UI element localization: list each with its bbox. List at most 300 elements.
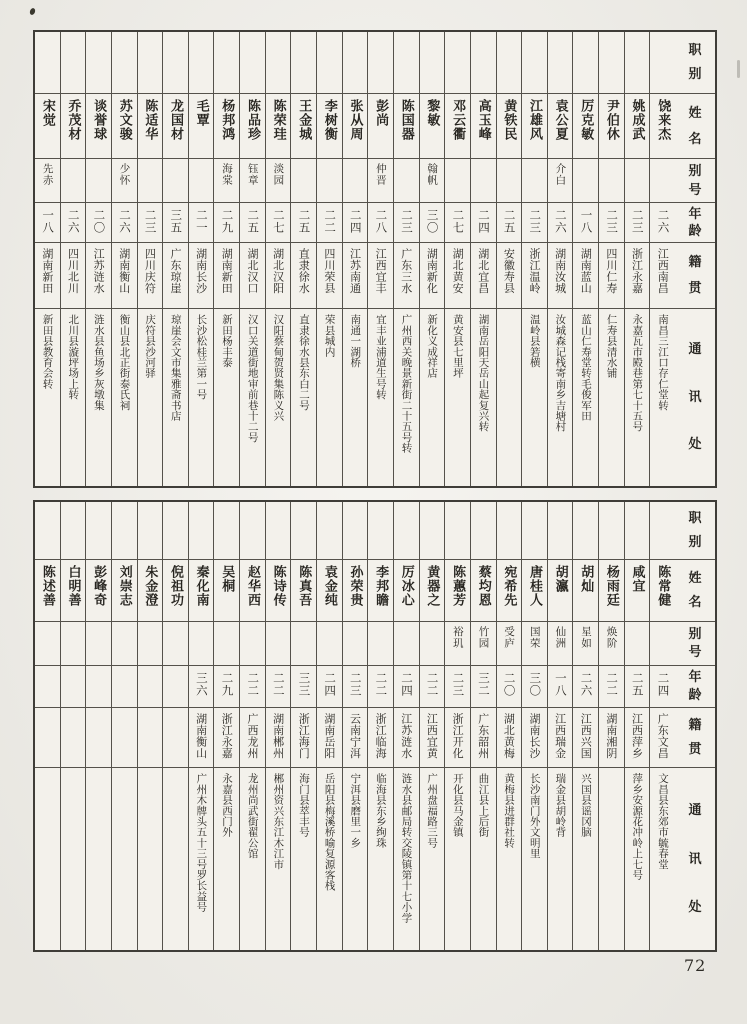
age-cell: 二四 [650, 666, 675, 708]
role-cell [291, 32, 316, 94]
age-cell: 二〇 [86, 203, 111, 243]
person-column [35, 502, 61, 950]
native-cell: 江西萍乡 [625, 708, 650, 768]
name-cell: 彭峰奇 [86, 560, 111, 622]
name-cell: 邓云衢 [445, 94, 470, 160]
age-cell: 二三 [138, 203, 163, 243]
age-cell: 二〇 [497, 666, 522, 708]
native-cell [86, 708, 111, 768]
alias-cell [394, 159, 419, 203]
role-cell [112, 32, 137, 94]
role-cell [420, 502, 445, 560]
role-cell [471, 502, 496, 560]
role-cell [343, 502, 368, 560]
age-cell: 二五 [625, 666, 650, 708]
alias-cell: 少怀 [112, 159, 137, 203]
age-cell: 二九 [214, 666, 239, 708]
native-cell: 江苏涟水 [394, 708, 419, 768]
name-cell: 白明善 [61, 560, 86, 622]
person-column [394, 32, 420, 486]
person-column [599, 32, 625, 486]
native-cell: 湖南衡山 [112, 243, 137, 309]
native-cell: 江西瑞金 [548, 708, 573, 768]
role-cell [189, 502, 214, 560]
alias-cell [86, 622, 111, 666]
alias-cell: 裕玑 [445, 622, 470, 666]
address-cell: 郴州资兴东江木江市 [272, 773, 285, 870]
alias-cell [343, 622, 368, 666]
role-cell [522, 502, 547, 560]
age-cell: 二五 [240, 203, 265, 243]
role-cell [61, 502, 86, 560]
address-cell [163, 768, 188, 950]
alias-cell [189, 622, 214, 666]
address-cell: 长沙松桂兰第一号 [195, 313, 208, 400]
native-cell: 广西龙州 [240, 708, 265, 768]
person-column [573, 502, 599, 950]
alias-cell: 淡园 [266, 159, 291, 203]
address-cell: 兴国县谣冈脑 [580, 773, 593, 838]
alias-cell: 翰帆 [420, 159, 445, 203]
native-cell [61, 708, 86, 768]
address-cell: 海门县萃丰号 [297, 773, 310, 838]
person-column [445, 502, 471, 950]
age-cell: 二三 [343, 666, 368, 708]
person-column [214, 32, 240, 486]
person-column [61, 32, 87, 486]
native-cell: 广东琼崖 [163, 243, 188, 309]
role-cell [86, 32, 111, 94]
alias-cell [163, 622, 188, 666]
role-cell [291, 502, 316, 560]
alias-cell: 星如 [573, 622, 598, 666]
native-cell: 江西宜黄 [420, 708, 445, 768]
scan-artifact [737, 60, 740, 78]
person-column [548, 502, 574, 950]
native-cell: 湖南郴州 [266, 708, 291, 768]
role-cell [497, 502, 522, 560]
name-cell: 杨邦鸿 [214, 94, 239, 160]
name-cell: 陈适华 [138, 94, 163, 160]
native-cell [35, 708, 60, 768]
address-cell: 新田县教育会转 [41, 313, 54, 389]
alias-cell [240, 622, 265, 666]
alias-cell [163, 159, 188, 203]
role-cell [317, 32, 342, 94]
address-cell: 荣县城内 [323, 313, 336, 357]
native-cell: 湖南衡山 [189, 708, 214, 768]
age-cell: 二二 [317, 203, 342, 243]
age-cell: 二八 [368, 203, 393, 243]
name-cell: 秦化南 [189, 560, 214, 622]
person-column [420, 32, 446, 486]
native-cell: 湖北黄安 [445, 243, 470, 309]
address-cell: 永嘉瓦市殿巷第七十五号 [631, 313, 644, 432]
age-cell: 一八 [573, 203, 598, 243]
address-cell: 瑞金县胡岭背 [554, 773, 567, 838]
native-cell: 四川仁寿 [599, 243, 624, 309]
address-cell: 广州木牌头五十三号罗长益号 [195, 773, 208, 913]
alias-cell: 介白 [548, 159, 573, 203]
role-cell [138, 502, 163, 560]
role-cell [163, 502, 188, 560]
person-column [420, 502, 446, 950]
native-cell: 湖北宜昌 [471, 243, 496, 309]
person-column [61, 502, 87, 950]
address-cell: 涟水县邮局转交陵镇第十七小学 [400, 773, 413, 923]
address-cell: 萍乡安源花冲岭上七号 [631, 773, 644, 880]
person-column [163, 32, 189, 486]
header-role: 职 别 [675, 502, 715, 560]
native-cell: 浙江临海 [368, 708, 393, 768]
role-cell [214, 32, 239, 94]
person-column [368, 32, 394, 486]
name-cell: 江雄风 [522, 94, 547, 160]
header-alias: 别 号 [675, 159, 715, 203]
alias-cell: 受庐 [497, 622, 522, 666]
person-column [189, 32, 215, 486]
alias-cell [291, 622, 316, 666]
address-cell: 琼崖会文市集雅斋书店 [169, 313, 182, 421]
name-cell: 李邦瞻 [368, 560, 393, 622]
role-cell [343, 32, 368, 94]
person-column [343, 32, 369, 486]
person-column [112, 32, 138, 486]
alias-cell: 竹园 [471, 622, 496, 666]
name-cell: 刘崇志 [112, 560, 137, 622]
native-cell: 江苏南通 [343, 243, 368, 309]
name-cell: 陈品珍 [240, 94, 265, 160]
person-column [266, 502, 292, 950]
age-cell: 二二 [420, 666, 445, 708]
alias-cell [394, 622, 419, 666]
address-cell: 临海县东乡绚珠 [374, 773, 387, 848]
age-cell: 二四 [343, 203, 368, 243]
alias-cell [368, 622, 393, 666]
name-cell: 陈蕙芳 [445, 560, 470, 622]
name-cell: 咸宜 [625, 560, 650, 622]
person-columns [35, 502, 675, 950]
address-cell: 广州盘福路三号 [426, 773, 439, 848]
person-column [240, 32, 266, 486]
address-cell: 宜丰业浦道生号转 [374, 313, 387, 400]
address-cell [35, 768, 60, 950]
age-cell: 二五 [291, 203, 316, 243]
age-cell: 二四 [317, 666, 342, 708]
name-cell: 陈真吾 [291, 560, 316, 622]
address-cell: 岳阳县梅溪桥喻复源客栈 [323, 773, 336, 891]
native-cell: 湖南新化 [420, 243, 445, 309]
role-cell [497, 32, 522, 94]
name-cell: 袁金纯 [317, 560, 342, 622]
native-cell [163, 708, 188, 768]
role-cell [471, 32, 496, 94]
name-cell: 黎敏 [420, 94, 445, 160]
role-cell [138, 32, 163, 94]
address-cell [86, 768, 111, 950]
age-cell [61, 666, 86, 708]
role-cell [368, 32, 393, 94]
name-cell: 宛希先 [497, 560, 522, 622]
person-column [573, 32, 599, 486]
native-cell [112, 708, 137, 768]
address-cell: 南通一湖桥 [349, 313, 362, 368]
role-cell [394, 32, 419, 94]
alias-cell [573, 159, 598, 203]
name-cell: 陈常健 [650, 560, 675, 622]
native-cell: 湖南蓝山 [573, 243, 598, 309]
native-cell: 江西兴国 [573, 708, 598, 768]
person-column [471, 502, 497, 950]
header-name: 姓 名 [675, 560, 715, 622]
address-cell: 文昌县东郊市毓春堂 [656, 773, 669, 870]
native-cell: 云南宁洱 [343, 708, 368, 768]
native-cell: 江苏涟水 [86, 243, 111, 309]
person-column [522, 32, 548, 486]
age-cell: 二七 [266, 203, 291, 243]
name-cell: 宋觉 [35, 94, 60, 160]
header-native: 籍 贯 [675, 243, 715, 309]
alias-cell: 国荣 [522, 622, 547, 666]
person-column [189, 502, 215, 950]
header-column [675, 502, 715, 950]
person-column [112, 502, 138, 950]
name-cell: 高玉峰 [471, 94, 496, 160]
roster-table-bottom [33, 500, 717, 952]
native-cell: 浙江温岭 [522, 243, 547, 309]
name-cell: 张从周 [343, 94, 368, 160]
alias-cell [189, 159, 214, 203]
alias-cell [343, 159, 368, 203]
native-cell: 四川庆符 [138, 243, 163, 309]
role-cell [445, 32, 470, 94]
person-column [650, 502, 675, 950]
age-cell: 二六 [112, 203, 137, 243]
age-cell: 一八 [548, 666, 573, 708]
person-column [522, 502, 548, 950]
name-cell: 蔡均恩 [471, 560, 496, 622]
age-cell: 二四 [471, 203, 496, 243]
role-cell [445, 502, 470, 560]
role-cell [599, 32, 624, 94]
native-cell: 直隶徐水 [291, 243, 316, 309]
person-column [35, 32, 61, 486]
role-cell [573, 502, 598, 560]
alias-cell: 焕阶 [599, 622, 624, 666]
name-cell: 李树衡 [317, 94, 342, 160]
alias-cell [497, 159, 522, 203]
person-column [368, 502, 394, 950]
native-cell: 广东文昌 [650, 708, 675, 768]
age-cell: 一八 [35, 203, 60, 243]
role-cell [86, 502, 111, 560]
age-cell [163, 666, 188, 708]
alias-cell [420, 622, 445, 666]
person-column [548, 32, 574, 486]
name-cell: 厉冰心 [394, 560, 419, 622]
person-column [291, 502, 317, 950]
age-cell [86, 666, 111, 708]
person-column [86, 502, 112, 950]
alias-cell [61, 159, 86, 203]
age-cell: 二二 [240, 666, 265, 708]
alias-cell [317, 622, 342, 666]
native-cell: 湖南新田 [35, 243, 60, 309]
alias-cell [650, 159, 675, 203]
age-cell: 二二 [368, 666, 393, 708]
name-cell: 尹伯休 [599, 94, 624, 160]
alias-cell [35, 622, 60, 666]
alias-cell [599, 159, 624, 203]
name-cell: 姚成武 [625, 94, 650, 160]
role-cell [548, 502, 573, 560]
person-column [625, 32, 651, 486]
header-address: 通 讯 处 [688, 342, 702, 453]
alias-cell [650, 622, 675, 666]
name-cell: 毛覃 [189, 94, 214, 160]
age-cell: 三〇 [522, 666, 547, 708]
name-cell: 杨雨廷 [599, 560, 624, 622]
person-column [497, 502, 523, 950]
role-cell [266, 32, 291, 94]
role-cell [189, 32, 214, 94]
role-cell [420, 32, 445, 94]
native-cell: 安徽寿县 [497, 243, 522, 309]
age-cell [112, 666, 137, 708]
role-cell [240, 32, 265, 94]
age-cell: 二六 [573, 666, 598, 708]
address-cell: 新化义成祥店 [426, 313, 439, 379]
role-cell [163, 32, 188, 94]
alias-cell: 仙洲 [548, 622, 573, 666]
native-cell: 浙江开化 [445, 708, 470, 768]
person-column [394, 502, 420, 950]
role-cell [573, 32, 598, 94]
role-cell [548, 32, 573, 94]
name-cell: 倪祖功 [163, 560, 188, 622]
address-cell: 广州西关晚景新街二十五号转 [400, 313, 413, 453]
name-cell: 胡瀛 [548, 560, 573, 622]
native-cell: 湖南长沙 [189, 243, 214, 309]
name-cell: 陈诗传 [266, 560, 291, 622]
native-cell: 广东韶州 [471, 708, 496, 768]
role-cell [625, 32, 650, 94]
age-cell: 三五 [163, 203, 188, 243]
age-cell: 二一 [189, 203, 214, 243]
age-cell: 二六 [650, 203, 675, 243]
native-cell: 湖北汉口 [240, 243, 265, 309]
age-cell: 二二 [599, 666, 624, 708]
address-cell: 涟水县鱼场乡灰墩集 [92, 313, 105, 411]
address-cell [138, 768, 163, 950]
age-cell: 二六 [548, 203, 573, 243]
age-cell: 二三 [625, 203, 650, 243]
native-cell: 江西南昌 [650, 243, 675, 309]
age-cell [35, 666, 60, 708]
alias-cell [138, 159, 163, 203]
name-cell: 袁公夏 [548, 94, 573, 160]
role-cell [266, 502, 291, 560]
address-cell: 永嘉县西门外 [221, 773, 234, 838]
header-native: 籍 贯 [675, 708, 715, 768]
name-cell: 王金城 [291, 94, 316, 160]
age-cell: 三二 [471, 666, 496, 708]
name-cell: 孙荣贵 [343, 560, 368, 622]
role-cell [317, 502, 342, 560]
native-cell: 浙江海门 [291, 708, 316, 768]
age-cell: 二三 [522, 203, 547, 243]
name-cell: 陈述善 [35, 560, 60, 622]
native-cell: 四川北川 [61, 243, 86, 309]
address-cell: 龙州尚武街翟公馆 [246, 773, 259, 859]
age-cell: 三六 [189, 666, 214, 708]
header-column [675, 32, 715, 486]
age-cell: 二四 [394, 666, 419, 708]
role-cell [625, 502, 650, 560]
alias-cell [138, 622, 163, 666]
address-cell [61, 768, 86, 950]
role-cell [61, 32, 86, 94]
person-column [138, 32, 164, 486]
person-column [625, 502, 651, 950]
native-cell: 湖南长沙 [522, 708, 547, 768]
address-cell: 汉阳蔡甸贺贤集陈义兴 [272, 313, 285, 421]
address-cell: 长沙南门外文明里 [528, 773, 541, 859]
name-cell: 龙国材 [163, 94, 188, 160]
address-cell: 新田杨丰泰 [221, 313, 234, 368]
name-cell: 饶来杰 [650, 94, 675, 160]
native-cell: 湖南湘阴 [599, 708, 624, 768]
address-cell: 汝城森记栈寄南乡吉塘村 [554, 313, 567, 432]
person-column [291, 32, 317, 486]
role-cell [522, 32, 547, 94]
person-column [163, 502, 189, 950]
age-cell: 二五 [497, 203, 522, 243]
header-age: 年 龄 [675, 203, 715, 243]
role-cell [394, 502, 419, 560]
native-cell: 江西宜丰 [368, 243, 393, 309]
address-cell [112, 768, 137, 950]
age-cell: 二六 [61, 203, 86, 243]
name-cell: 谈誉球 [86, 94, 111, 160]
native-cell: 浙江永嘉 [214, 708, 239, 768]
age-cell: 三〇 [420, 203, 445, 243]
person-column [471, 32, 497, 486]
person-column [650, 32, 675, 486]
age-cell: 二三 [445, 666, 470, 708]
address-cell: 仁寿县清水铺 [605, 313, 618, 379]
role-cell [240, 502, 265, 560]
age-cell: 二三 [599, 203, 624, 243]
address-cell: 蓝山仁寿堂转毛俊军田 [580, 313, 593, 421]
name-cell: 朱金澄 [138, 560, 163, 622]
name-cell: 唐桂人 [522, 560, 547, 622]
native-cell: 四川荣县 [317, 243, 342, 309]
address-cell: 黄梅县进群社转 [503, 773, 516, 848]
person-column [317, 502, 343, 950]
address-cell: 南昌三江口存仁堂转 [656, 313, 669, 411]
page-number: 72 [684, 956, 707, 975]
name-cell: 陈荣珪 [266, 94, 291, 160]
address-cell [497, 309, 522, 486]
address-cell: 直隶徐水县东白二号 [297, 313, 310, 411]
alias-cell [522, 159, 547, 203]
age-cell: 二二 [266, 666, 291, 708]
alias-cell: 钰章 [240, 159, 265, 203]
native-cell [138, 708, 163, 768]
name-cell: 厉克敏 [573, 94, 598, 160]
person-column [445, 32, 471, 486]
